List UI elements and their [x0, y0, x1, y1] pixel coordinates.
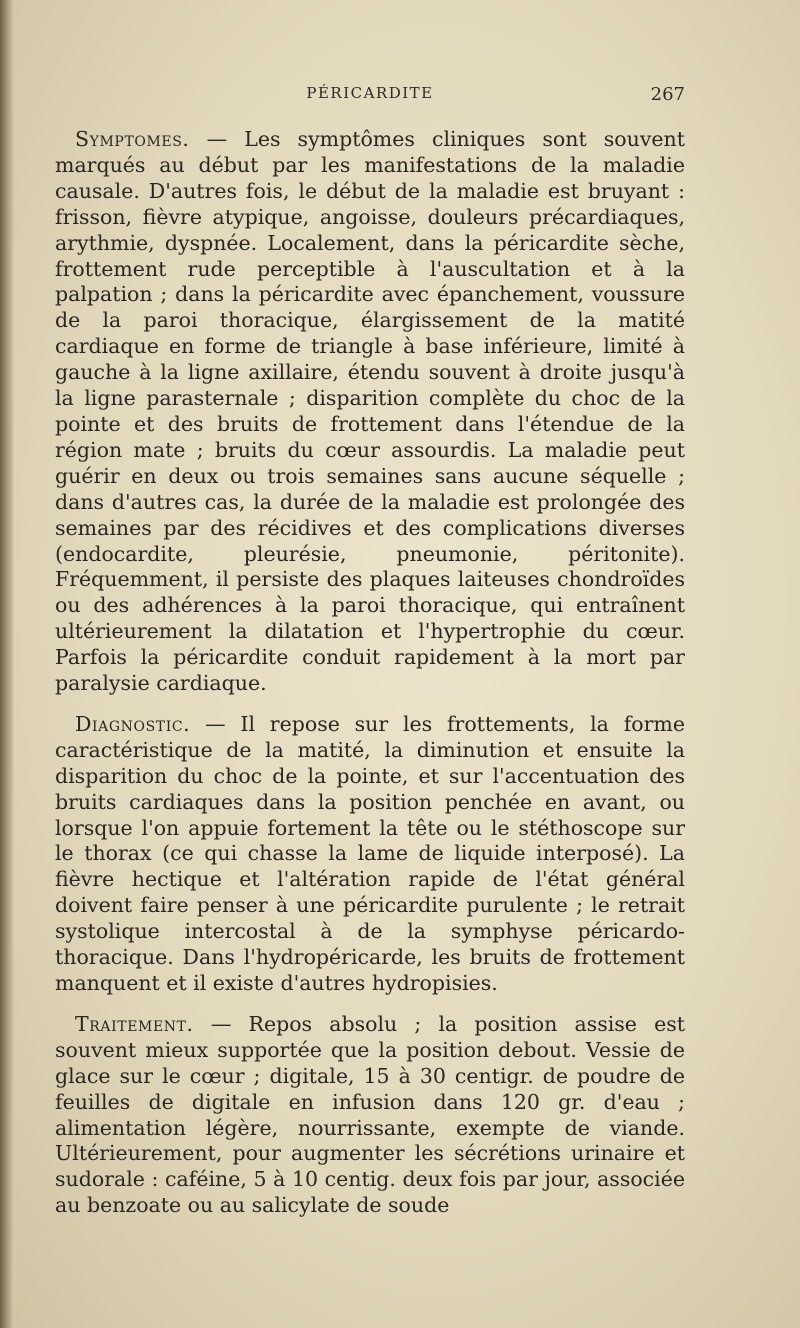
paragraph-symptomes — [55, 127, 685, 697]
book-spine-shadow — [0, 0, 14, 1328]
body-text — [55, 127, 685, 1234]
paragraph-text-traitement: — Repos absolu ; la position assise est souvent mieux supportée que la position debout. Vessie de glace sur le cœur ; digitale, 15 à 30 centigr. de poudre de feuilles de digitale en infusion dans 120 gr. d'eau ; alimentation légère, nourrissante, exempte de viande. Ultérieurement, pour augmenter les sécrétions urinaire et sudorale : caféine, 5 à 10 centig. deux fois par jour, associée au benzoate ou au salicylate de soude — [55, 1011, 685, 1218]
section-heading-diagnostic: Diagnostic. — [75, 711, 191, 736]
paragraph-traitement — [55, 1012, 685, 1219]
section-heading-traitement: Traitement. — [75, 1011, 194, 1036]
page-number: 267 — [650, 84, 685, 105]
section-heading-symptomes: Symptomes. — [75, 127, 190, 151]
running-title: PÉRICARDITE — [306, 84, 434, 102]
paragraph-diagnostic — [55, 712, 685, 997]
paragraph-text-diagnostic: — Il repose sur les frottements, la forme caractéristique de la matité, la diminution et ensuite la disparition du choc de la pointe, et sur l'accentuation des bruits cardiaques dans la position penchée en avant, ou lorsque l'on appuie fortement la tête ou le stéthoscope sur le thorax (ce qui chasse la lame de liquide interposé). La fièvre hectique et l'altération rapide de l'état général doivent faire penser à une péricardite purulente ; le retrait systolique intercostal à de la symphyse péricardo-thoracique. Dans l'hydropéricarde, les bruits de frottement manquent et il existe d'autres hydropisies. — [55, 711, 685, 995]
paragraph-text-symptomes: — Les symptômes cliniques sont souvent marqués au début par les manifestations de la maladie causale. D'autres fois, le début de la maladie est bruyant : frisson, fièvre atypique, angoisse, douleurs précardiaques, arythmie, dyspnée. Localement, dans la péricardite sèche, frottement rude perceptible à l'auscultation et à la palpation ; dans la péricardite avec épanchement, voussure de la paroi thoracique, élargissement de la matité cardiaque en forme de triangle à base inférieure, limité à gauche à la ligne axillaire, étendu souvent à droite jusqu'à la ligne parasternale ; disparition complète du choc de la pointe et des bruits de frottement dans l'étendue de la région mate ; bruits du cœur assourdis. La maladie peut guérir en deux ou trois semaines sans aucune séquelle ; dans d'autres cas, la durée de la maladie est prolongée des semaines par des récidives et des complications diverses (endocardite, pleurésie, pneumonie, péritonite). Fréquemment, il persiste des plaques laiteuses chondroïdes ou des adhérences à la paroi thoracique, qui entraînent ultérieurement la dilatation et l'hypertrophie du cœur. Parfois la péricardite conduit rapidement à la mort par paralysie cardiaque. — [55, 127, 685, 696]
page-header — [55, 84, 685, 110]
